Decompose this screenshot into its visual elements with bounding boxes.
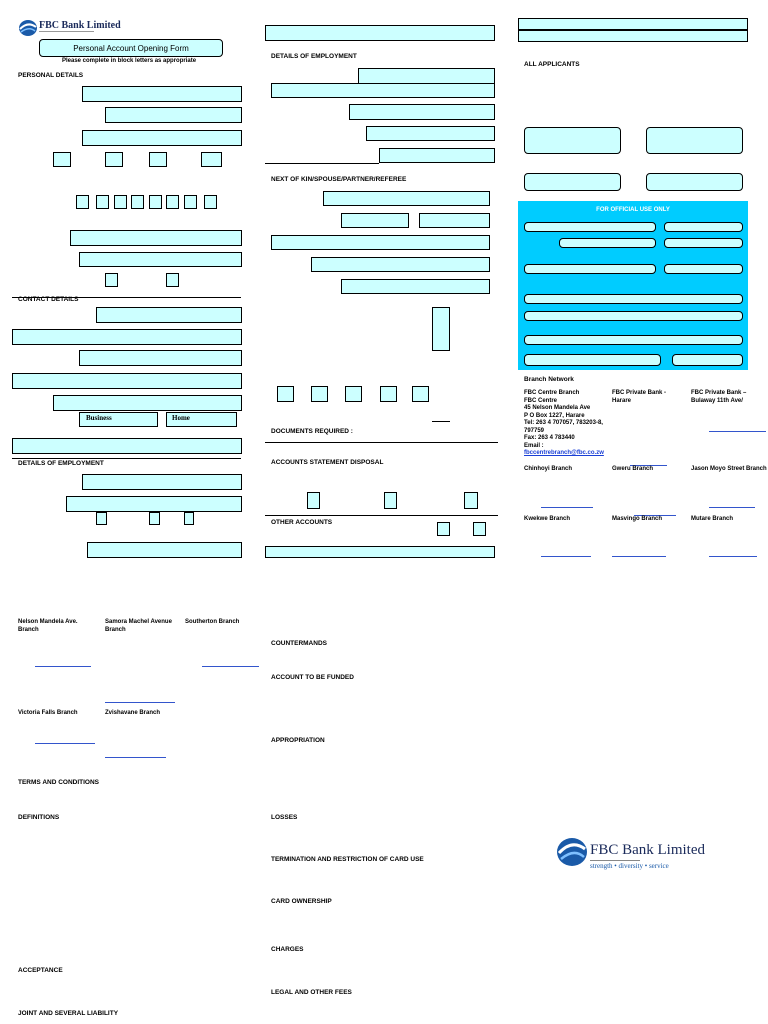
mobile-number-field[interactable] xyxy=(12,373,242,389)
kin-divider xyxy=(265,163,379,164)
employment-heading-col2: DETAILS OF EMPLOYMENT xyxy=(271,53,357,60)
statement-checkbox-1[interactable] xyxy=(307,492,320,509)
legal-fees-heading: LEGAL AND OTHER FEES xyxy=(271,989,352,996)
official-field-2[interactable] xyxy=(664,222,743,232)
official-field-6[interactable] xyxy=(664,264,743,274)
employment-checkbox-2[interactable] xyxy=(149,512,160,525)
applicant-signature-2[interactable] xyxy=(646,127,743,154)
charges-heading: CHARGES xyxy=(271,946,304,953)
date-of-birth-digit-3[interactable] xyxy=(114,195,127,209)
applicant-signature-1[interactable] xyxy=(524,127,621,154)
losses-heading: LOSSES xyxy=(271,814,298,821)
employer-address-field[interactable] xyxy=(271,83,495,98)
gweru-branch: Gweru Branch xyxy=(612,466,654,472)
fbc-swirl-icon-large xyxy=(556,836,588,868)
marital-status-checkbox-3[interactable] xyxy=(149,152,167,167)
date-of-birth-digit-4[interactable] xyxy=(131,195,144,209)
samora-link-line xyxy=(105,702,175,703)
employer-name-field[interactable] xyxy=(358,68,495,84)
form-title: Personal Account Opening Form xyxy=(73,43,189,53)
top-field-col3-a[interactable] xyxy=(518,18,748,30)
southerton-branch: Southerton Branch xyxy=(185,619,240,625)
all-applicants-heading: ALL APPLICANTS xyxy=(524,61,580,68)
card-ownership-heading: CARD OWNERSHIP xyxy=(271,898,332,905)
fbc-private-harare: FBC Private Bank - Harare xyxy=(612,390,667,404)
jason-moyo-branch: Jason Moyo Street Branch xyxy=(691,466,767,472)
official-field-9[interactable] xyxy=(524,335,743,345)
other-accounts-heading: OTHER ACCOUNTS xyxy=(271,519,333,526)
length-of-service-field[interactable] xyxy=(366,126,495,141)
employment-checkbox-1[interactable] xyxy=(96,512,107,525)
title-field[interactable] xyxy=(82,86,242,102)
occupation-field[interactable] xyxy=(82,474,242,490)
documents-required-heading: DOCUMENTS REQUIRED : xyxy=(271,428,353,435)
official-use-heading: FOR OFFICIAL USE ONLY xyxy=(596,207,670,213)
termination-heading: TERMINATION AND RESTRICTION OF CARD USE xyxy=(271,856,424,863)
fbc-centre-branch-title: FBC Centre Branch xyxy=(524,390,580,396)
branch-network-heading: Branch Network xyxy=(524,376,574,383)
id-number-field[interactable] xyxy=(70,230,242,246)
official-field-8[interactable] xyxy=(524,311,743,321)
official-field-11[interactable] xyxy=(672,354,743,366)
jason-moyo-link-line xyxy=(709,507,755,508)
bank-name-small: FBC Bank Limited xyxy=(39,20,121,31)
fbc-centre-email-link[interactable]: fbccentrebranch@fbc.co.zw xyxy=(524,450,604,456)
account-type-checkbox-3[interactable] xyxy=(345,386,362,402)
official-use-panel xyxy=(518,201,748,370)
statement-checkbox-3[interactable] xyxy=(464,492,478,509)
fbc-centre-branch-block xyxy=(524,390,612,458)
masvingo-branch: Masvingo Branch xyxy=(612,516,663,522)
fbc-centre-address-line-4: Tel: 263 4 707057, 783203-8, xyxy=(524,420,603,426)
gender-checkbox-male[interactable] xyxy=(105,273,118,287)
account-type-checkbox-5[interactable] xyxy=(412,386,429,402)
surname-field[interactable] xyxy=(105,107,242,123)
zvishavane-link-line xyxy=(105,757,166,758)
kin-relationship-field[interactable] xyxy=(341,213,409,228)
business-label: Business xyxy=(86,414,112,422)
other-accounts-checkbox-yes[interactable] xyxy=(437,522,450,536)
fbc-centre-address-line-3: P O Box 1227, Harare xyxy=(524,412,585,419)
fbc-logo-small xyxy=(18,18,121,38)
kwekwe-link-line xyxy=(541,556,591,557)
fbc-centre-address-line-1: FBC Centre xyxy=(524,397,558,404)
mutare-branch: Mutare Branch xyxy=(691,516,734,522)
fbc-centre-address-line-5: 797759 xyxy=(524,427,545,434)
email-field[interactable] xyxy=(12,438,242,454)
bank-name-large: FBC Bank Limited xyxy=(590,842,706,858)
top-field-col3-b[interactable] xyxy=(518,30,748,42)
income-field[interactable] xyxy=(87,542,242,558)
kin-phone-field[interactable] xyxy=(419,213,490,228)
chinhoyi-link-line xyxy=(541,507,593,508)
official-field-1[interactable] xyxy=(524,222,656,232)
account-type-checkbox-4[interactable] xyxy=(380,386,397,402)
date-of-birth-digit-8[interactable] xyxy=(204,195,217,209)
joint-liability-heading: JOINT AND SEVERAL LIABILITY xyxy=(18,1010,119,1017)
kin-name-field[interactable] xyxy=(323,191,490,206)
account-type-checkbox-1[interactable] xyxy=(277,386,294,402)
position-field[interactable] xyxy=(349,104,495,120)
physical-address-field[interactable] xyxy=(96,307,242,323)
samora-machel-branch: Samora Machel Avenue Branch xyxy=(105,619,172,633)
fbc-swirl-icon xyxy=(18,19,38,37)
form-title-box xyxy=(39,39,223,57)
first-names-field[interactable] xyxy=(82,130,242,146)
form-instruction: Please complete in block letters as appropriate xyxy=(62,58,197,64)
official-field-5[interactable] xyxy=(524,264,656,274)
short-rule xyxy=(432,421,450,422)
fbc-centre-address-line-2: 45 Nelson Mandela Ave xyxy=(524,405,591,411)
zvishavane-branch: Zvishavane Branch xyxy=(105,710,161,716)
marital-status-checkbox-1[interactable] xyxy=(53,152,71,167)
applicant-date-2[interactable] xyxy=(646,173,743,191)
next-of-kin-heading: NEXT OF KIN/SPOUSE/PARTNER/REFEREE xyxy=(271,176,407,183)
salary-field[interactable] xyxy=(379,148,495,163)
appropriation-heading: APPROPRIATION xyxy=(271,737,325,744)
countermands-heading: COUNTERMANDS xyxy=(271,640,327,647)
kin-email-field[interactable] xyxy=(341,279,490,294)
signature-box[interactable] xyxy=(432,307,450,351)
employment-heading-col1: DETAILS OF EMPLOYMENT xyxy=(18,460,104,467)
masvingo-link-line xyxy=(612,556,666,557)
marital-status-checkbox-2[interactable] xyxy=(105,152,123,167)
date-of-birth-digit-5[interactable] xyxy=(149,195,162,209)
kin-address-field[interactable] xyxy=(271,235,490,250)
documents-divider xyxy=(265,442,498,443)
other-accounts-details-field[interactable] xyxy=(265,546,495,558)
employment-divider xyxy=(12,458,241,459)
date-of-birth-digit-2[interactable] xyxy=(96,195,109,209)
acceptance-heading: ACCEPTANCE xyxy=(18,967,63,974)
mutare-link-line xyxy=(709,556,757,557)
marital-status-checkbox-4[interactable] xyxy=(201,152,222,167)
official-field-7[interactable] xyxy=(524,294,743,304)
official-field-10[interactable] xyxy=(524,354,661,366)
other-accounts-divider xyxy=(265,515,498,516)
account-funded-heading: ACCOUNT TO BE FUNDED xyxy=(271,674,354,681)
definitions-heading: DEFINITIONS xyxy=(18,814,60,821)
gender-checkbox-female[interactable] xyxy=(166,273,179,287)
official-field-4[interactable] xyxy=(664,238,743,248)
account-type-checkbox-2[interactable] xyxy=(311,386,328,402)
nationality-field[interactable] xyxy=(79,252,242,267)
fbc-centre-address-line-7: Email : xyxy=(524,442,544,449)
statement-disposal-heading: ACCOUNTS STATEMENT DISPOSAL xyxy=(271,459,384,466)
southerton-link-line xyxy=(202,666,259,667)
victoria-falls-link-line xyxy=(35,743,95,744)
date-of-birth-digit-6[interactable] xyxy=(166,195,179,209)
postal-address-field[interactable] xyxy=(12,329,242,345)
fbc-centre-address-line-6: Fax: 263 4 783440 xyxy=(524,435,575,441)
date-of-birth-digit-7[interactable] xyxy=(184,195,197,209)
top-field-col2[interactable] xyxy=(265,25,495,41)
bulawayo-link-line xyxy=(709,431,766,432)
kwekwe-branch: Kwekwe Branch xyxy=(524,516,571,522)
applicant-date-1[interactable] xyxy=(524,173,621,191)
employment-checkbox-3[interactable] xyxy=(184,512,194,525)
nelson-link-line xyxy=(35,666,91,667)
kin-city-field[interactable] xyxy=(311,257,490,272)
victoria-falls-branch: Victoria Falls Branch xyxy=(18,710,78,716)
statement-checkbox-2[interactable] xyxy=(384,492,397,509)
other-accounts-checkbox-no[interactable] xyxy=(473,522,486,536)
city-field[interactable] xyxy=(79,350,242,366)
date-of-birth-digit-1[interactable] xyxy=(76,195,89,209)
terms-conditions-heading: TERMS AND CONDITIONS xyxy=(18,779,100,786)
fbc-logo-large xyxy=(556,834,716,874)
telephone-field[interactable] xyxy=(53,395,242,411)
logo-tagline: strength • diversity • service xyxy=(590,862,669,870)
official-field-3[interactable] xyxy=(559,238,656,248)
chinhoyi-branch: Chinhoyi Branch xyxy=(524,466,573,472)
contact-details-heading: CONTACT DETAILS xyxy=(18,296,79,303)
fbc-private-bulawayo: FBC Private Bank – Bulaway 11th Ave/ xyxy=(691,390,747,404)
nelson-mandela-branch: Nelson Mandela Ave. Branch xyxy=(18,619,78,633)
personal-details-heading: PERSONAL DETAILS xyxy=(18,72,84,79)
home-label: Home xyxy=(172,414,190,422)
employer-field[interactable] xyxy=(66,496,242,512)
